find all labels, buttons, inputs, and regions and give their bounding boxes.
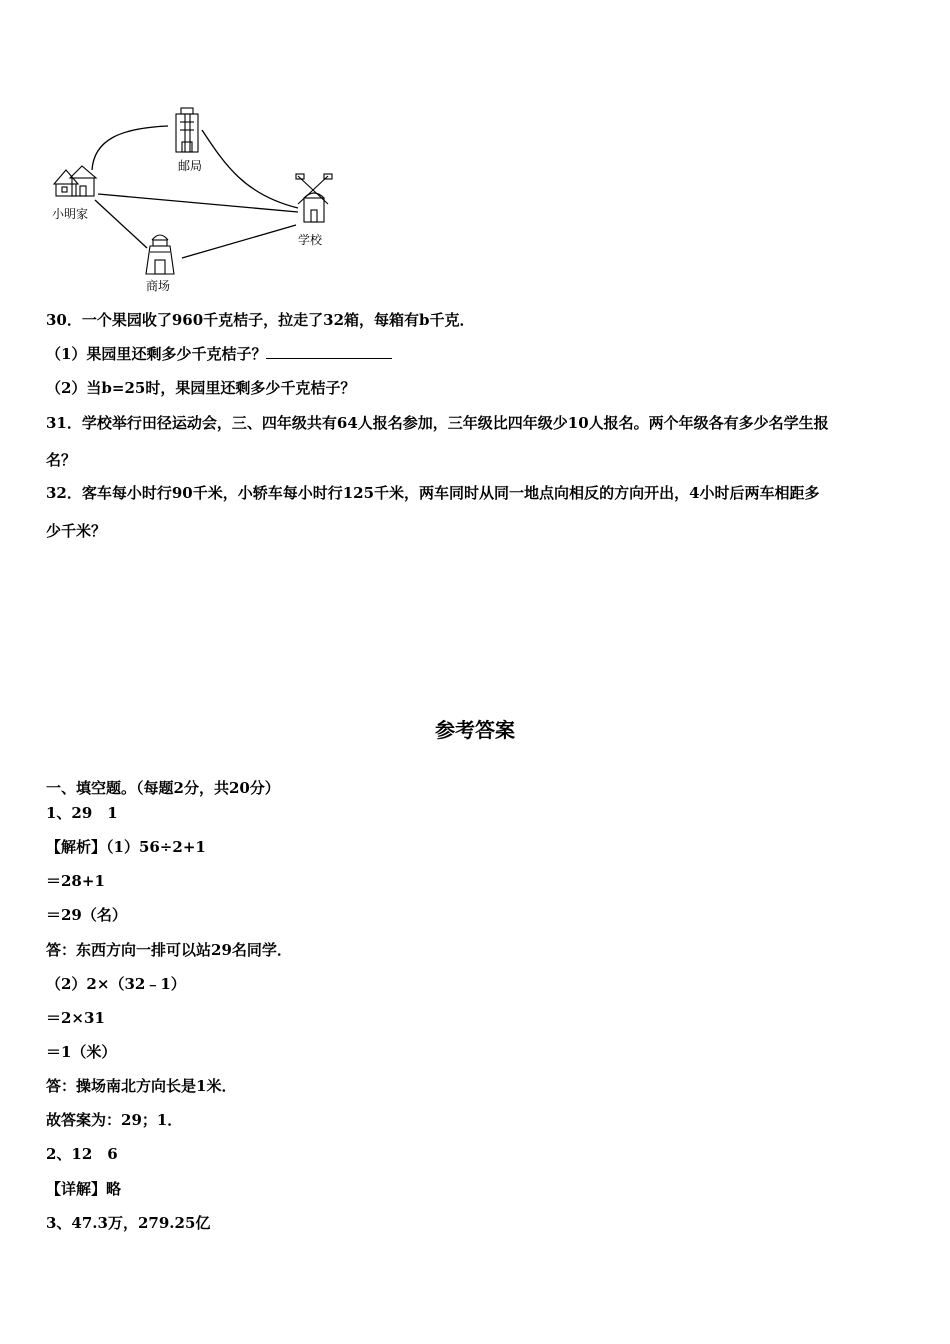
route-post-office-school <box>202 130 298 208</box>
label-mall: 商场 <box>146 279 171 293</box>
answer-line: 答：东西方向一排可以站29名同学． <box>46 941 292 959</box>
answers-title: 参考答案 <box>435 718 515 742</box>
label-school: 学校 <box>298 233 323 247</box>
answers-section-heading: 一、填空题。（每题2分，共20分） <box>46 779 280 797</box>
home-icon <box>54 166 96 196</box>
answer-line: （2）2×（32﹣1） <box>46 975 186 993</box>
route-mall-school <box>182 225 296 258</box>
school-icon <box>296 174 332 222</box>
mall-icon <box>146 235 174 274</box>
answer-line: 3、47.3万，279.25亿 <box>46 1214 211 1232</box>
answer-line: 【详解】略 <box>46 1180 122 1198</box>
answer-line: 1、29 1 <box>46 804 118 822</box>
answer-line: ＝1（米） <box>46 1043 117 1061</box>
label-post-office: 邮局 <box>178 159 203 173</box>
route-home-mall <box>95 200 147 248</box>
question-31-line-1: 31．学校举行田径运动会，三、四年级共有64人报名参加，三年级比四年级少10人报名。两个年级各有多少名学生报 <box>46 414 829 432</box>
question-30-part-1 <box>46 344 392 364</box>
answer-line: ＝29（名） <box>46 906 127 924</box>
answer-line: 【解析】（1）56÷2+1 <box>46 838 206 856</box>
question-32-line-2: 少千米？ <box>46 522 107 540</box>
question-32-line-1: 32．客车每小时行90千米，小轿车每小时行125千米，两车同时从同一地点向相反的方向开出，4小时后两车相距多 <box>46 484 820 502</box>
route-diagram <box>40 100 340 300</box>
question-30-part-1-text: （1）果园里还剩多少千克桔子？ <box>46 345 267 363</box>
answer-line: ＝28+1 <box>46 872 105 890</box>
answer-line: 2、12 6 <box>46 1145 118 1163</box>
answer-line: ＝2×31 <box>46 1009 105 1027</box>
label-home: 小明家 <box>52 207 89 221</box>
answer-line: 答：操场南北方向长是1米． <box>46 1077 237 1095</box>
answer-blank[interactable] <box>266 344 392 359</box>
question-30-part-2: （2）当b=25时，果园里还剩多少千克桔子？ <box>46 379 356 397</box>
question-30: 30．一个果园收了960千克桔子，拉走了32箱，每箱有b千克． <box>46 311 475 329</box>
route-home-post-office <box>92 126 168 170</box>
question-31-line-2: 名？ <box>46 451 77 469</box>
post-office-icon <box>176 108 198 152</box>
answer-line: 故答案为：29；1． <box>46 1111 183 1129</box>
